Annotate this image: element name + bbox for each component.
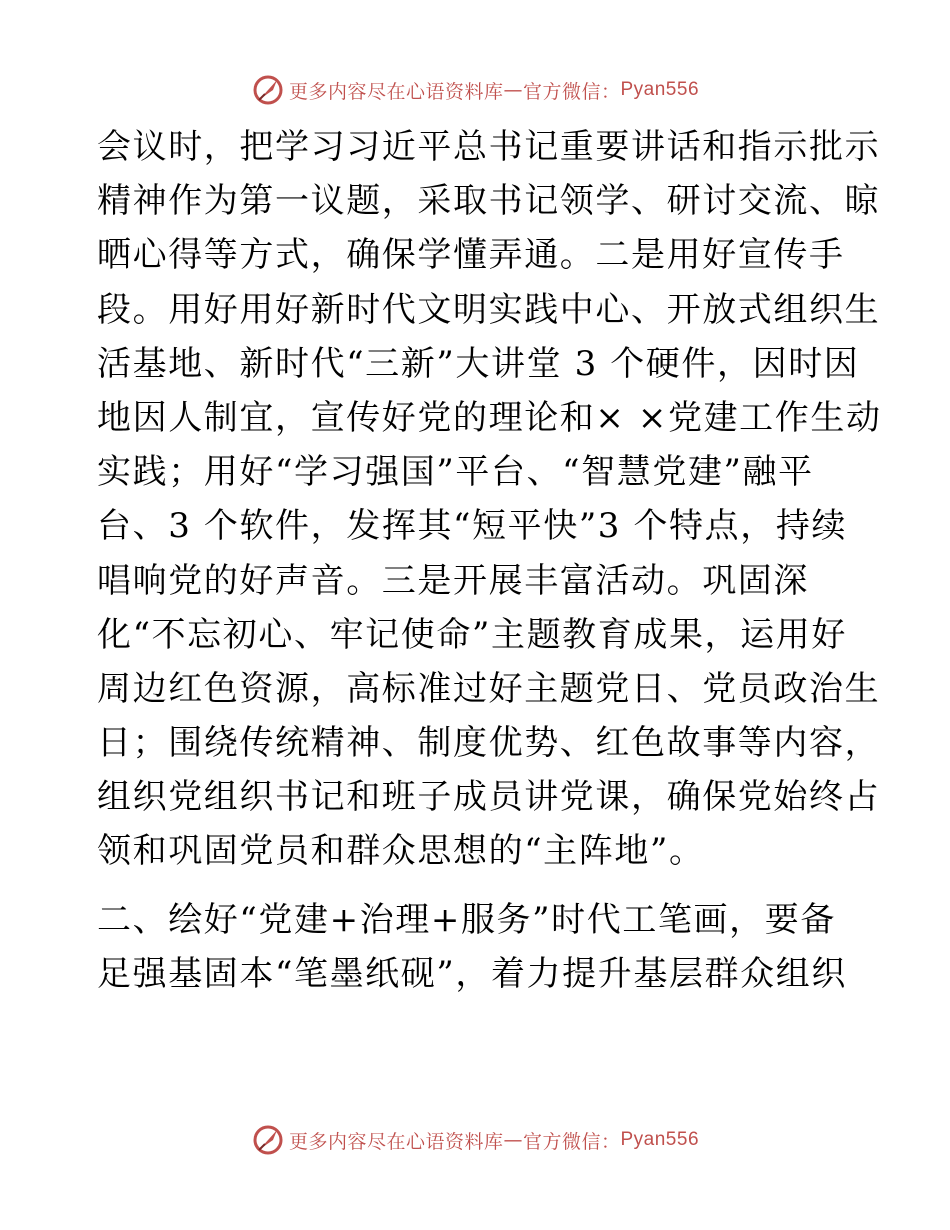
body-line: 晒心得等方式，确保学懂弄通。二是用好宣传手: [97, 235, 845, 276]
body-line: 周边红色资源，高标准过好主题党日、党员政治生: [97, 668, 881, 709]
watermark-brand: 更多内容尽在心语资料库: [288, 1130, 504, 1153]
body-line: 唱响党的好声音。三是开展丰富活动。巩固深: [97, 560, 809, 601]
paragraph-gap: [97, 879, 857, 893]
body-line: 会议时，把学习习近平总书记重要讲话和指示批示: [97, 127, 881, 167]
body-line: 领和巩固党员和群众思想的“主阵地”。: [97, 831, 705, 872]
body-line: 实践；用好“学习强国”平台、“智慧党建”融平: [97, 452, 814, 493]
body-line: 组织党组织书记和班子成员讲党课，确保党始终占: [97, 777, 881, 818]
watermark-brand: 更多内容尽在心语资料库: [288, 80, 504, 103]
body-line: 段。用好用好新时代文明实践中心、开放式组织生: [97, 289, 881, 330]
watermark-dash: —: [503, 79, 523, 101]
body-line: 化“不忘初心、牢记使命”主题教育成果，运用好: [97, 614, 847, 655]
watermark-wechat-label: 官方微信：: [522, 80, 621, 103]
quill-logo-icon: [251, 73, 285, 107]
watermark-wechat-id: Pyan556: [620, 1129, 700, 1150]
document-body: [97, 120, 882, 1001]
body-line: 地因人制宜，宣传好党的理论和× ×党建工作生动: [97, 397, 882, 438]
section-heading-line: 二、绘好“党建+治理+服务”时代工笔画，要备: [97, 899, 836, 940]
body-line: 台、3 个软件，发挥其“短平快”3 个特点，持续: [97, 506, 848, 547]
watermark-dash: —: [503, 1129, 523, 1151]
watermark-wechat-id: Pyan556: [620, 79, 700, 100]
quill-logo-icon: [251, 1123, 285, 1157]
body-line: 精神作为第一议题，采取书记领学、研讨交流、晾: [97, 181, 881, 222]
footer-watermark: [0, 1122, 950, 1158]
body-line: 活基地、新时代“三新”大讲堂 3 个硬件，因时因: [97, 343, 860, 384]
watermark-wechat-label: 官方微信：: [522, 1130, 621, 1153]
body-line: 足强基固本“笔墨纸砚”，着力提升基层群众组织: [97, 953, 847, 994]
body-line: 日；围绕传统精神、制度优势、红色故事等内容，: [97, 723, 881, 764]
header-watermark: [0, 72, 950, 108]
